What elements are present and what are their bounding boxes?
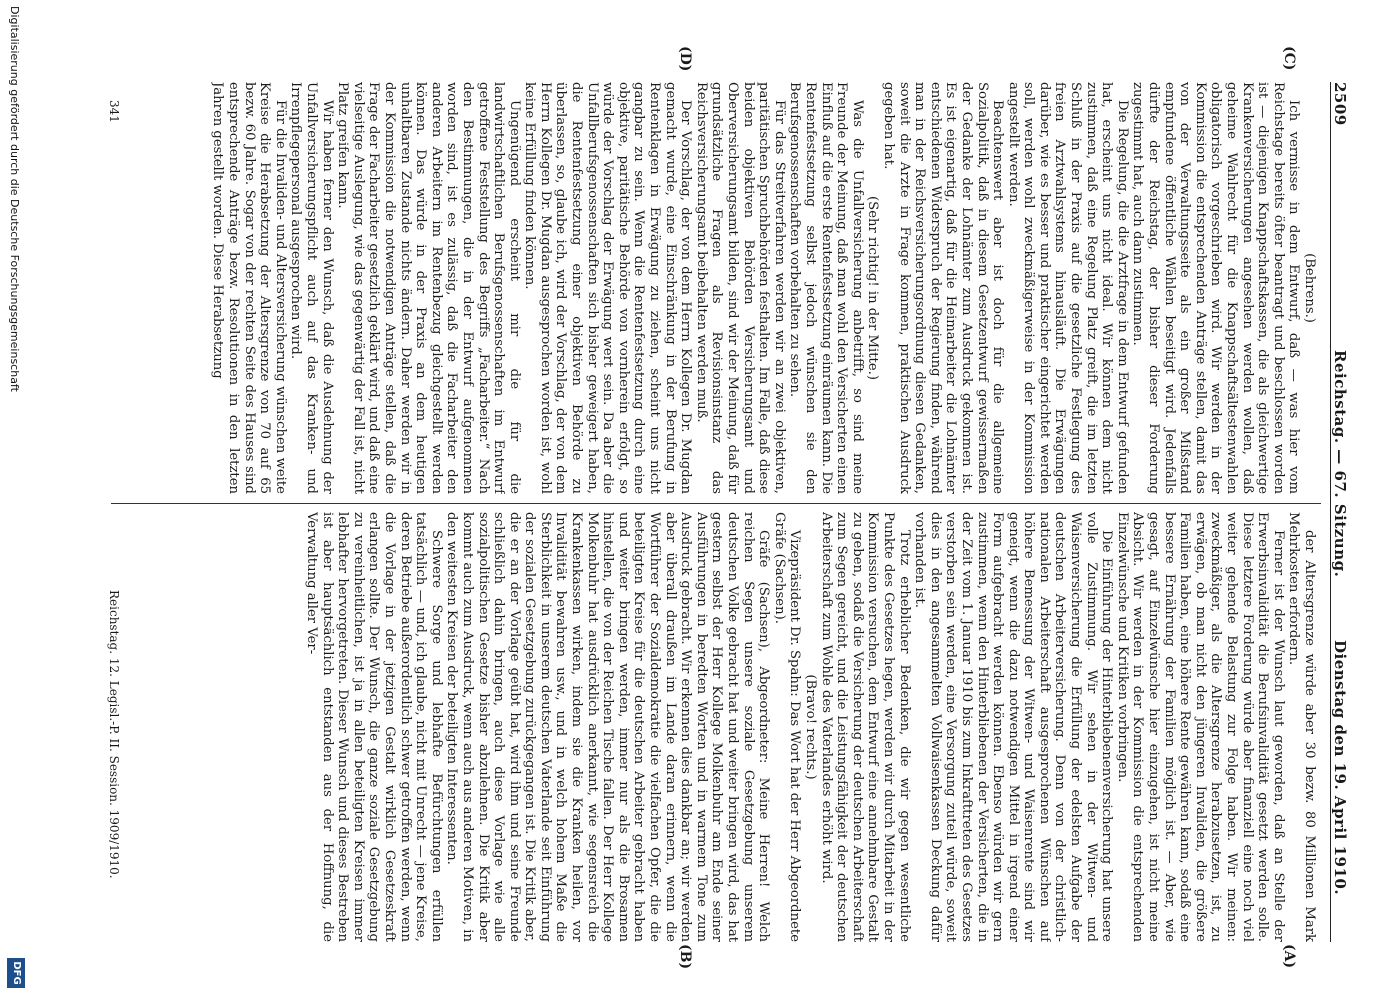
paragraph: Für das Streitverfahren werden wir an zwei objektiven, paritätischen Spruchbehörden festhalten. Im Falle, daß diese beiden objektiven Behörden Versicherungsamt und Oberversicherungsamt bilden, sind wir der Meinung, daß für grundsätzliche Fragen als Revisionsinstanz das Reichsversicherungsamt beibehalten werden muß. bbox=[693, 82, 787, 494]
paragraph: der Altersgrenze würde aber 30 bezw. 80 Millionen Mark Mehrkosten erfordern. bbox=[1286, 512, 1317, 942]
running-title: Reichstag. — 67. Sitzung. bbox=[1331, 350, 1349, 578]
date-line: Dienstag den 19. April 1910. bbox=[1331, 640, 1349, 896]
paragraph: (Behrens.) bbox=[1302, 253, 1317, 323]
paragraph: (Bravo! rechts.) bbox=[803, 674, 818, 780]
paragraph: (Sehr richtig! in der Mitte.) bbox=[865, 196, 881, 380]
paragraph: Ungenügend erscheint mir die für die landwirtschaftlichen Berufsgenossenschaften im Entwurf getroffene Feststellung des Begriffs „Facharbeiter.“ Nach den Bestimmungen, die in der Entwurf aufgenommen worden sind, ist es zulässig, daß die Facharbeiter den anderen Arbeitern im Rentenbezug gleichgestellt werden können. Das würde in der Praxis an dem heutigen unhaltbaren Zustande nichts ändern. Daher werden wir in der Kommission die notwendigen Anträge stellen, daß die Frage der Facharbeiter gesetzlich geklärt wird, und daß eine vielseitige Auslegung, wie das gegenwärtig der Fall ist, nicht Platz greifen kann. bbox=[335, 82, 522, 494]
paragraph: Gräfe (Sachsen), Abgeordneter: Meine Herren! Welch reichen Segen unsere soziale Gesetzgebung unserem deutschen Volke gebracht hat und weiter bringen wird, das hat gestern selbst der Herr Kollege Molkenbuhr am Ende seiner Ausführungen in beredten Worten und in warmem Tone zum Ausdruck gebracht. Wir erkennen dies dankbar an; wir werden aber überall draußen im Lande daran erinnern, wenn die Wortführer der Sozialdemokratie die vielfachen Opfer, die die beteiligten Kreise für die deutschen Arbeiter gebracht haben und weiter bringen werden, immer nur als die Brosamen hinstellen, die von der Reichen Tische fallen. Der Herr Kollege Molkenbuhr hat ausdrücklich anerkannt, wie segensreich die Krankenkassen wirken, indem sie die Kranken heilen, vor Invalidität bewahren usw., und in welch hohem Maße die Sterblichkeit in unserem deutschen Vaterlande seit Einführung der sozialen Gesetzgebung zurückgegangen ist. Die Kritik aber, die er an der Vorlage geübt hat, wird ihm und seine Freunde schließlich dahin bringen, auch diese Vorlage wie alle sozialpolitischen Gesetze bisher abzulehnen. Die Kritik aber kommt auch zum Ausdruck, wenn auch aus anderen Motiven, in den weitesten Kreisen der beteiligten Interessenten. bbox=[444, 512, 772, 942]
digitization-strip bbox=[0, 0, 55, 1000]
paragraph: Der Vorschlag, der von dem Herrn Kollegen Dr. Mugdan gemacht wurde, eine Einschränkung in der Berufung in Rentenklagen in Erwägung zu ziehen, scheint uns nicht gangbar zu sein. Wenn die Rentenfestsetzung durch eine objektive, paritätische Behörde von vornherein erfolgt, so würde der Vorschlag der Erwägung wert sein. Da aber die Unfallberufsgenossenschaften sich bisher geweigert haben, die Rentenfestsetzung einer objektiven Behörde zu überlassen, so, glaube ich, wird der Vorschlag, der von dem Herrn Kollegen Dr. Mugdan ausgesprochen worden ist, wohl keine Erfüllung finden können. bbox=[522, 82, 694, 494]
paragraph: Ferner ist der Wunsch laut geworden, daß an Stelle der Erwerbsinvalidität die Berufsinvalidität gesetzt werden solle. Diese letztere Forderung würde aber finanziell eine noch viel weiter gehende Belastung zur Folge haben. Wir meinen: zweckmäßiger, als die Altersgrenze herabzusetzen, ist, zu erwägen, ob man nicht den jüngeren Invaliden, die größere Familien haben, eine höhere Rente gewähren kann, sodaß eine bessere Ernährung der Familien möglich ist. — Aber, wie gesagt, auf Einzelwünsche hier einzugehen, ist nicht meine Absicht. Wir werden in der Kommission die entsprechenden Einzelwünsche und Kritiken vorbringen. bbox=[1114, 512, 1286, 942]
digitization-note: Digitalisierung gefördert durch die Deutsche Forschungsgemeinschaft bbox=[8, 6, 21, 392]
dfg-logo: DFG bbox=[7, 958, 25, 988]
paragraph: Vizepräsident Dr. Spahn: Das Wort hat der Herr Abgeordnete Gräfe (Sachsen). bbox=[771, 512, 803, 942]
page-number: 2509 bbox=[1331, 82, 1349, 126]
column-divider bbox=[111, 503, 1321, 504]
footer-page-number: 341 bbox=[107, 100, 121, 123]
paragraph: Ich vermisse in dem Entwurf, daß — was hier vom Reichstage bereits öfter beantragt und beschlossen worden ist — diejenigen Knappschaftskassen, die als gleichwertige Krankenversicherungen angesehen werden wollen, daß geheime Wahlrecht für die Knappschaftsältestenwahlen obligatorisch vorgeschrieben wird. Wir werden in der Kommission die entsprechenden Anträge stellen, damit das von der Verwaltungsseite als ein großer Mißstand empfundene öffentliche Wählen beseitigt wird. Jedenfalls dürfte der Reichstag, der bisher dieser Forderung zugestimmt hat, auch dann zustimmen. bbox=[1130, 82, 1302, 494]
margin-marker-b: (B) bbox=[677, 944, 693, 970]
margin-marker-c: (C) bbox=[1281, 46, 1297, 71]
paragraph: Für die Invaliden- und Altersversicherung wünschen weite Kreise die Herabsetzung der Altersgrenze von 70 auf 65 bezw. 60 Jahre. Sogar von der rechten Seite des Hauses sind entsprechende Anträge bezw. Resolutionen in den letzten Jahren gestellt worden. Diese Herabsetzung bbox=[210, 82, 288, 494]
paragraph: Wir haben ferner den Wunsch, daß die Ausdehnung der Unfallversicherungspflicht auch auf das Kranken- und Irrenpflegepersonal ausgesprochen wird. bbox=[288, 82, 335, 494]
paragraph: Beachtenswert aber ist doch für die allgemeine Sozialpolitik, daß in diesem Gesetzentwurf gewissermaßen der Gedanke der Lohnämter zum Ausdruck gekommen ist. Es ist eigenartig, daß für die Heimarbeiter die Lohnämter entschiedenen Widerspruch der Regierung finden, während man in der Reichsversicherungsordnung diesen Gedanken, soweit die Arzte in Frage kommen, praktischen Ausdruck gegeben hat. bbox=[880, 82, 1006, 494]
paragraph: Schwere Sorge und lebhafte Befürchtungen erfüllen tatsächlich — und, ich glaube, nicht mit Unrecht — jene Kreise, deren Betriebe außerordentlich schwer getroffen werden, wenn die Vorlage in der jetzigen Gestalt wirklich Gesetzeskraft erlangen sollte. Der Wunsch, die ganze soziale Gesetzgebung zu vereinheitlichen, ist ja in allen beteiligten Kreisen immer lebhafter hervorgetreten. Dieser Wunsch und dieses Bestreben ist aber hauptsächlich entstanden aus der Hoffnung, die Verwaltung aller Ver- bbox=[304, 512, 444, 942]
text-column-right bbox=[111, 512, 1317, 942]
paragraph: Trotz erheblicher Bedenken, die wir gegen wesentliche Punkte des Gesetzes hegen, werden wir durch Mitarbeit in der Kommission versuchen, dem Entwurf eine annehmbare Gestalt zu geben, sodaß die Versicherung der deutschen Arbeiterschaft zum Segen gereicht, und die Leistungsfähigkeit der deutschen Arbeiterschaft zum Wohle des Vaterlandes erhöht wird. bbox=[818, 512, 912, 942]
paragraph: Was die Unfallversicherung anbetrifft, so sind meine Freunde der Meinung, daß man wohl den Versicherten einen Einfluß auf die erste Rentenfestsetzung einräumen kann. Die Rentenfestsetzung selbst jedoch wünschen sie den Berufsgenossenschaften vorbehalten zu sehen. bbox=[787, 82, 865, 494]
paragraph: Die Einführung der Hinterbliebenenversicherung hat unsere volle Zustimmung. Wir sehen in der Witwen- und Waisenversicherung die Erfüllung der edelsten Aufgabe der deutschen Arbeiterversicherung. Denn von der christlich-nationalen Arbeiterschaft ausgesprochenen Wünschen auf höhere Bemessung der Witwen- und Waisenrente sind wir geneigt, wenn die dazu notwendigen Mittel in irgend einer Form aufgebracht werden können. Ebenso würden wir gern zustimmen, wenn den Hinterbliebenen der Versicherten, die in der Zeit vom 1. Januar 1910 bis zum Inkrafttreten des Gesetzes verstorben sein werden, eine Versorgung zuteil würde, soweit dies in den angesammelten Vollwaisenkassen Deckung dafür vorhanden ist. bbox=[912, 512, 1115, 942]
margin-marker-d: (D) bbox=[677, 46, 693, 72]
paragraph: Die Regelung, die die Arztfrage in dem Entwurf gefunden hat, erscheint uns nicht ideal. Wir können dem nicht zustimmen, daß eine Regelung Platz greift, die im letzten Schluß in der Praxis auf die gesetzliche Festlegung des freien Arztwahlsystems hinausläuft. Die Erwägungen darüber, wie es besser und praktischer eingerichtet werden soll, werden wohl zweckmäßigerweise in der Kommission angestellt werden. bbox=[1005, 82, 1130, 494]
margin-marker-a: (A) bbox=[1281, 944, 1297, 969]
text-column-left bbox=[111, 82, 1317, 494]
footer-session: Reichstag. 12. Legisl.-P. II. Session. 1909/1910. bbox=[107, 590, 121, 879]
header-rule bbox=[1330, 82, 1331, 942]
